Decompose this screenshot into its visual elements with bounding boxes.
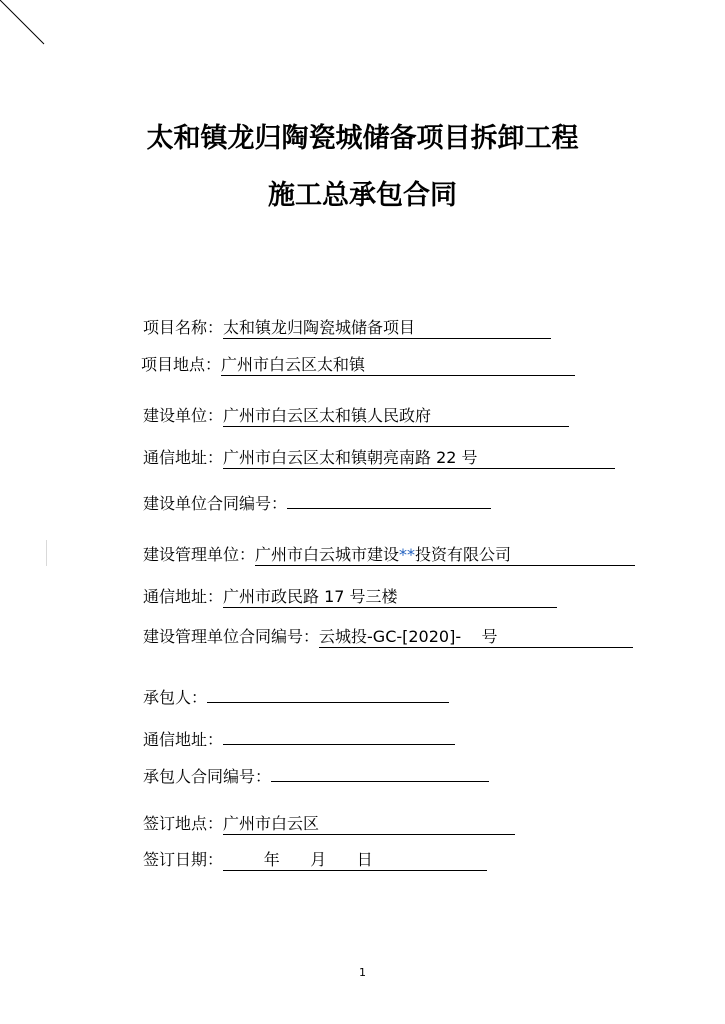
field-label: 通信地址： <box>143 587 224 606</box>
builder-field <box>143 405 569 427</box>
field-label: 建设管理单位合同编号： <box>143 627 320 646</box>
manager-address-field <box>143 586 557 608</box>
field-label: 项目地点： <box>141 355 222 374</box>
manager-field <box>143 544 635 566</box>
field-label: 通信地址： <box>143 448 224 467</box>
field-value: 广州市白云区太和镇 <box>221 355 575 376</box>
field-value <box>287 488 491 509</box>
field-label: 通信地址： <box>143 730 224 749</box>
field-value: 广州市白云区太和镇朝亮南路 22 号 <box>223 448 615 469</box>
field-value <box>271 761 489 782</box>
builder-address-field <box>143 447 615 469</box>
field-value: 年 月 日 <box>223 850 487 871</box>
field-value: 云城投-GC-[2020]- 号 <box>319 627 633 648</box>
page-number: 1 <box>359 966 366 979</box>
field-label: 建设单位合同编号： <box>143 494 288 513</box>
field-value: 广州市政民路 17 号三楼 <box>223 587 557 608</box>
field-label: 项目名称： <box>143 318 224 337</box>
field-value <box>223 724 455 745</box>
project-location-field <box>141 354 575 376</box>
contractor-contract-no-field <box>143 761 489 788</box>
field-value: 广州市白云区太和镇人民政府 <box>223 406 569 427</box>
sign-place-field <box>143 813 515 835</box>
contractor-field <box>143 682 449 709</box>
document-subtitle: 施工总承包合同 <box>268 180 457 211</box>
project-name-field <box>143 317 551 339</box>
highlight-mark: ** <box>399 545 416 564</box>
contractor-address-field <box>143 724 455 751</box>
builder-contract-no-field <box>143 488 491 515</box>
manager-contract-no-field <box>143 626 633 648</box>
margin-mark <box>46 540 47 566</box>
field-value <box>207 682 449 703</box>
field-label: 建设管理单位： <box>143 545 256 564</box>
sign-date-field <box>143 849 487 871</box>
field-label: 建设单位： <box>143 406 224 425</box>
document-title: 太和镇龙归陶瓷城储备项目拆卸工程 <box>146 123 579 154</box>
corner-mark <box>0 0 50 50</box>
field-value: 广州市白云城市建设**投资有限公司 <box>255 545 635 566</box>
field-value: 广州市白云区 <box>223 814 515 835</box>
field-label: 承包人合同编号： <box>143 767 272 786</box>
field-value: 太和镇龙归陶瓷城储备项目 <box>223 318 551 339</box>
field-label: 签订日期： <box>143 850 224 869</box>
field-label: 签订地点： <box>143 814 224 833</box>
field-label: 承包人： <box>143 688 208 707</box>
